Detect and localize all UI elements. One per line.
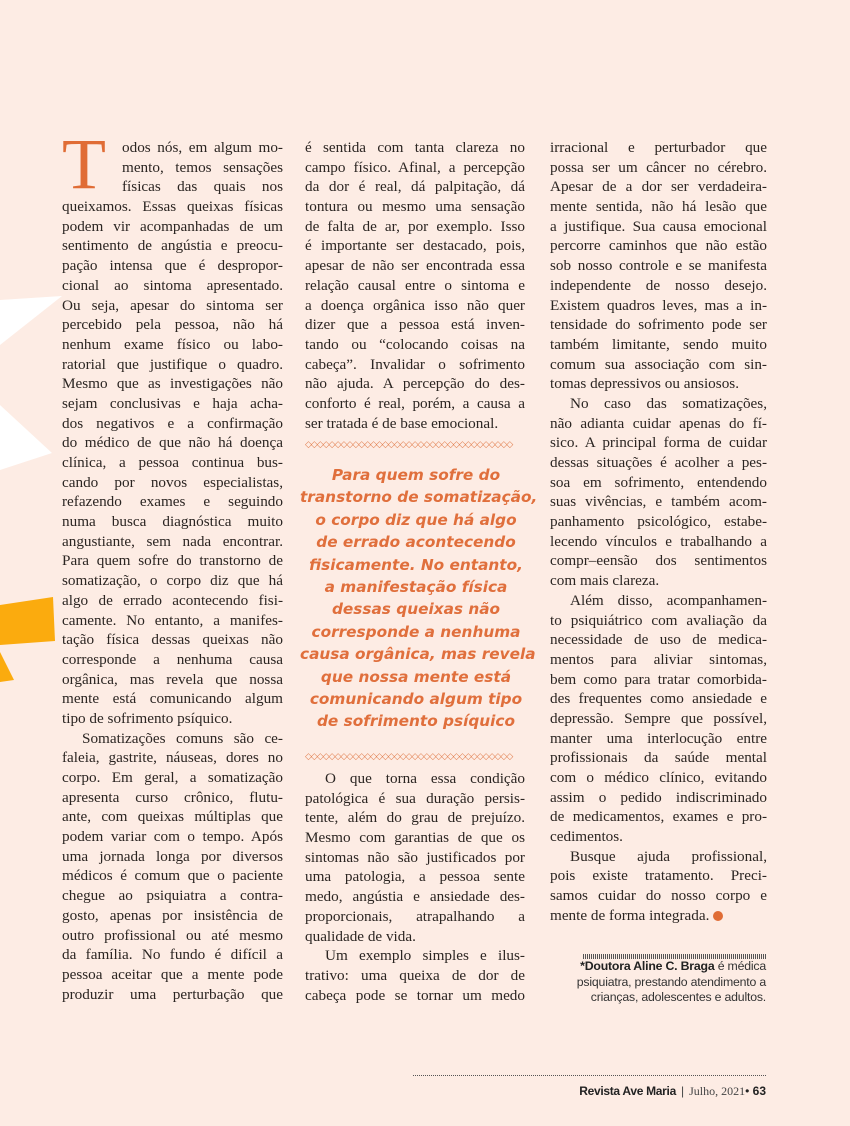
line-text: gosto, apenas por insistência de xyxy=(62,906,283,924)
line-text: conforto é real, porém, a causa a xyxy=(305,394,525,412)
line-text: dizer que a pessoa está inven- xyxy=(305,316,525,334)
line-text: profissionais da saúde mental xyxy=(550,749,767,767)
line-text: cedimentos. xyxy=(550,828,623,846)
line-text: possa ser um câncer no cérebro. xyxy=(550,158,767,176)
line-text: to psiquiátrico com avaliação da xyxy=(550,611,767,629)
text-line xyxy=(550,394,767,414)
pull-quote-line: corresponde a nenhuma xyxy=(311,622,521,641)
text-line xyxy=(62,807,283,827)
text-line xyxy=(550,414,767,434)
text-line xyxy=(62,748,283,768)
line-text: campo físico. Afinal, a percepção xyxy=(305,158,525,176)
text-line xyxy=(62,906,283,926)
text-line xyxy=(550,650,767,670)
line-text: patológica é sua duração persis- xyxy=(305,789,525,807)
ornament-divider-bottom: ◇◇◇◇◇◇◇◇◇◇◇◇◇◇◇◇◇◇◇◇◇◇◇◇◇◇◇◇◇◇◇◇◇◇◇ xyxy=(305,752,513,762)
line-text: faleia, gastrite, náuseas, dores no xyxy=(62,749,283,767)
text-line xyxy=(305,197,525,217)
text-line xyxy=(305,907,525,927)
line-text: físicas das quais nos xyxy=(122,178,283,196)
text-line xyxy=(62,217,283,237)
line-text: percebido pela pessoa, não há xyxy=(62,316,283,334)
white-ray-shape xyxy=(0,405,52,470)
line-text: queixamos. Essas queixas físicas xyxy=(62,198,283,216)
line-text: podem variar com o tempo. Após xyxy=(62,828,283,846)
text-line xyxy=(305,138,525,158)
text-line xyxy=(62,630,283,650)
line-text: Para quem sofre do transtorno de xyxy=(62,552,283,570)
text-line xyxy=(550,611,767,631)
pull-quote-line: a manifestação física xyxy=(324,578,508,597)
line-text: independente de nosso desejo. xyxy=(550,276,767,294)
pull-quote-line: que nossa mente está xyxy=(320,667,512,686)
line-text: produzir uma perturbação que xyxy=(62,985,283,1003)
text-line xyxy=(305,256,525,276)
line-text: qualidade de vida. xyxy=(305,927,416,945)
line-text: No caso das somatizações, xyxy=(570,394,767,412)
text-line xyxy=(62,709,283,729)
line-text: medo, angústia e ansiedade des- xyxy=(305,888,525,906)
line-text: depressão. Sempre que possível, xyxy=(550,709,767,727)
line-text: ratorial que justifique o quadro. xyxy=(62,355,283,373)
line-text: Ou seja, apesar do sintoma ser xyxy=(62,296,283,314)
text-line xyxy=(305,414,525,434)
text-line xyxy=(550,807,767,827)
text-line xyxy=(550,827,767,847)
line-text: é importante ser destacado, pois, xyxy=(305,237,525,255)
text-line xyxy=(62,866,283,886)
text-line xyxy=(305,946,525,966)
line-text: sob nosso controle e se manifesta xyxy=(550,257,767,275)
text-line xyxy=(550,729,767,749)
text-line xyxy=(550,236,767,256)
issue-date: Julho, 2021 xyxy=(689,1084,746,1098)
pull-quote-line: comunicando algum tipo xyxy=(309,690,523,709)
line-text: apesar de não ser encontrada essa xyxy=(305,257,525,275)
line-text: não ajuda. A percepção do des- xyxy=(305,375,525,393)
text-line xyxy=(550,433,767,453)
text-line xyxy=(305,374,525,394)
line-text: pois existe tratamento. Preci- xyxy=(550,867,767,885)
text-line xyxy=(62,394,283,414)
text-line xyxy=(62,512,283,532)
text-line xyxy=(62,335,283,355)
line-text: panhamento psicológico, estabe- xyxy=(550,513,767,531)
text-line xyxy=(550,748,767,768)
text-line xyxy=(62,197,283,217)
text-line xyxy=(62,886,283,906)
text-line xyxy=(305,867,525,887)
line-text: com o médico clínico, evitando xyxy=(550,769,767,786)
text-line xyxy=(550,551,767,571)
text-line xyxy=(62,650,283,670)
line-text: camente. No entanto, a manifes- xyxy=(62,611,283,629)
line-text: uma patologia, a pessoa sente xyxy=(305,868,525,886)
line-text: samos cuidar do nosso corpo e xyxy=(550,887,767,905)
line-text: cional ao sintoma apresentado. xyxy=(62,276,283,294)
page-number: 63 xyxy=(752,1084,766,1098)
line-text: Um exemplo simples e ilus- xyxy=(325,947,525,965)
line-text: de medicamentos, exames e pro- xyxy=(550,808,767,826)
line-text: com mais clareza. xyxy=(550,572,660,590)
line-text: bem como para tratar comorbida- xyxy=(550,670,767,688)
text-line xyxy=(62,414,283,434)
pull-quote xyxy=(300,464,538,733)
author-bio xyxy=(526,959,766,1006)
text-line xyxy=(305,808,525,828)
drop-cap: T xyxy=(62,124,106,204)
text-line xyxy=(305,927,525,947)
text-line xyxy=(550,374,767,394)
pull-quote-line: dessas queixas não xyxy=(331,600,501,619)
text-line xyxy=(305,236,525,256)
line-text: Somatizações comuns são ce- xyxy=(82,729,283,747)
line-text: soa em sofrimento, entendendo xyxy=(550,473,767,491)
line-text: cando por novos especialistas, xyxy=(62,473,283,491)
line-text: ser tratada é de base emocional. xyxy=(305,414,499,432)
line-text: outro profissional ou até mesmo xyxy=(62,926,283,944)
text-line xyxy=(62,768,283,788)
text-line xyxy=(62,315,283,335)
line-text: de falta de ar, por exemplo. Isso xyxy=(305,217,525,235)
text-line xyxy=(550,296,767,316)
line-text: mente de forma integrada. xyxy=(550,906,710,924)
text-line xyxy=(62,945,283,965)
text-line xyxy=(62,532,283,552)
text-line xyxy=(62,296,283,316)
page-footer xyxy=(579,1084,766,1099)
line-text: mentos para aliviar sintomas, xyxy=(550,650,767,668)
text-line xyxy=(550,886,767,906)
article-column-1 xyxy=(62,138,283,1004)
line-text: numa busca diagnóstica muito xyxy=(62,513,283,531)
text-line xyxy=(62,827,283,847)
decorative-shapes xyxy=(0,0,70,1126)
line-text: O que torna essa condição xyxy=(325,770,525,787)
text-line xyxy=(62,788,283,808)
pull-quote-line: Para quem sofre do xyxy=(331,466,501,484)
bio-text: crianças, adolescentes e adultos. xyxy=(590,990,766,1005)
line-text: sejam conclusivas e haja acha- xyxy=(62,394,283,412)
text-line xyxy=(62,591,283,611)
text-line xyxy=(62,729,283,749)
line-text: pação intensa que é despropor- xyxy=(62,257,283,275)
line-text: algo de errado acontecendo fisi- xyxy=(62,591,283,609)
pull-quote-line: o corpo diz que há algo xyxy=(315,510,517,529)
pull-quote-line: de errado acontecendo xyxy=(316,533,516,552)
text-line xyxy=(550,571,767,591)
line-text: cabeça pode se tornar um medo xyxy=(305,986,525,1004)
text-line xyxy=(305,296,525,316)
text-line xyxy=(62,689,283,709)
text-line xyxy=(62,453,283,473)
line-text: ante, com queixas múltiplas que xyxy=(62,808,283,826)
line-text: odos nós, em algum mo- xyxy=(122,139,283,156)
text-line xyxy=(122,158,283,178)
line-text: suas vivências, e também acom- xyxy=(550,493,767,511)
text-line xyxy=(550,866,767,886)
line-text: orgânica, mas revela que nossa xyxy=(62,670,283,688)
line-text: necessidade de uso de medica- xyxy=(550,631,767,649)
text-line xyxy=(62,473,283,493)
line-text: chegue ao psiquiatra a contra- xyxy=(62,887,283,905)
footer-dot: • xyxy=(745,1084,750,1098)
text-line xyxy=(550,453,767,473)
line-text: da família. No fundo é difícil a xyxy=(62,946,283,964)
line-text: lecendo vínculos e trabalhando a xyxy=(550,532,767,550)
line-text: tando ou “colocando coisas na xyxy=(305,335,525,353)
text-line xyxy=(62,355,283,375)
text-line xyxy=(550,512,767,532)
text-line xyxy=(62,276,283,296)
pull-quote-line: causa orgânica, mas revela xyxy=(300,645,536,664)
article-column-2-continued xyxy=(305,769,525,1005)
line-text: tomas depressivos ou ansiosos. xyxy=(550,375,739,393)
line-text: comum sua associação com sin- xyxy=(550,355,767,373)
line-text: Apesar de a dor ser verdadeira- xyxy=(550,178,767,196)
text-line xyxy=(305,966,525,986)
text-line xyxy=(550,847,767,867)
yellow-ray-shape xyxy=(0,652,14,682)
text-line xyxy=(305,789,525,809)
line-text: da dor é real, dá palpitação, dá xyxy=(305,178,525,196)
text-line xyxy=(550,630,767,650)
line-text: sico. A principal forma de cuidar xyxy=(550,434,767,452)
text-line xyxy=(305,848,525,868)
line-text: compr–eensão dos sentimentos xyxy=(550,552,767,570)
line-text: tipo de sofrimento psíquico. xyxy=(62,709,233,727)
line-text: é sentida com tanta clareza no xyxy=(305,139,525,156)
text-line xyxy=(305,394,525,414)
text-line xyxy=(62,551,283,571)
ornament-divider-top: ◇◇◇◇◇◇◇◇◇◇◇◇◇◇◇◇◇◇◇◇◇◇◇◇◇◇◇◇◇◇◇◇◇◇◇ xyxy=(305,440,513,450)
line-text: cabeça”. Invalidar o sofrimento xyxy=(305,355,525,373)
line-text: mento, temos sensações xyxy=(122,158,283,176)
line-text: tação física dessas queixas não xyxy=(62,631,283,649)
text-line xyxy=(550,473,767,493)
text-line xyxy=(550,138,767,158)
line-text: não adianta cuidar apenas do fí- xyxy=(550,414,767,432)
line-text: Além disso, acompanhamen- xyxy=(570,591,767,609)
text-line xyxy=(305,315,525,335)
author-name: *Doutora Aline C. Braga xyxy=(580,959,715,973)
line-text: também limitante, sendo muito xyxy=(550,335,767,353)
text-line xyxy=(62,492,283,512)
text-line xyxy=(550,276,767,296)
text-line xyxy=(305,177,525,197)
line-text: mente sentida, não há lesão que xyxy=(550,198,767,216)
magazine-name: Revista Ave Maria xyxy=(579,1084,676,1098)
text-line xyxy=(305,158,525,178)
line-text: pessoa aceitar que a mente pode xyxy=(62,965,283,983)
line-text: refazendo exames e seguindo xyxy=(62,493,283,511)
text-line xyxy=(305,769,525,789)
text-line xyxy=(550,788,767,808)
line-text: tontura ou mesmo uma sensação xyxy=(305,198,525,216)
text-line xyxy=(305,276,525,296)
line-text: Mesmo com garantias de que os xyxy=(305,829,525,847)
text-line xyxy=(305,335,525,355)
text-line xyxy=(122,177,283,197)
text-line xyxy=(62,965,283,985)
text-line xyxy=(550,709,767,729)
line-text: Mesmo que as investigações não xyxy=(62,375,283,393)
line-text: trativo: uma queixa de dor de xyxy=(305,966,525,984)
line-text: a justifique. Sua causa emocional xyxy=(550,217,767,235)
text-line xyxy=(122,138,283,158)
pull-quote-line: transtorno de somatização, xyxy=(300,488,538,507)
pull-quote-line: fisicamente. No entanto, xyxy=(309,555,523,574)
line-text: proporcionais, atrapalhando a xyxy=(305,907,525,925)
bio-text: psiquiatra, prestando atendimento a xyxy=(576,974,766,989)
yellow-ray-shape xyxy=(0,597,55,645)
text-line xyxy=(62,847,283,867)
line-text: Existem quadros leves, mas a in- xyxy=(550,296,767,314)
text-line xyxy=(550,256,767,276)
text-line xyxy=(305,887,525,907)
text-line xyxy=(62,374,283,394)
line-text: sentimento de angústia e preocu- xyxy=(62,237,283,255)
line-text: Busque ajuda profissional, xyxy=(570,847,767,865)
article-column-2 xyxy=(305,138,525,433)
article-column-3 xyxy=(550,138,767,926)
line-text: corresponde a nenhuma causa xyxy=(62,650,283,668)
footer-separator: | xyxy=(680,1084,685,1098)
line-text: a doença orgânica isso não quer xyxy=(305,296,525,314)
text-line xyxy=(550,689,767,709)
line-text: irracional e perturbador que xyxy=(550,139,767,156)
text-line xyxy=(305,828,525,848)
line-text: do médico de que não há doença xyxy=(62,434,283,452)
line-text: uma jornada longa por diversos xyxy=(62,847,283,865)
line-text: médicos é comum que o paciente xyxy=(62,867,283,885)
line-text: mente está comunicando algum xyxy=(62,690,283,708)
line-text: dessas situações é acolher a pes- xyxy=(550,454,767,471)
text-line xyxy=(550,335,767,355)
line-text: angustiante, sem nada encontrar. xyxy=(62,532,283,550)
text-line xyxy=(62,256,283,276)
text-line xyxy=(62,670,283,690)
text-line xyxy=(62,433,283,453)
line-text: dos negativos e a confirmação xyxy=(62,414,283,432)
text-line xyxy=(550,591,767,611)
bio-text: é médica xyxy=(714,959,766,973)
text-line xyxy=(550,492,767,512)
text-line xyxy=(62,571,283,591)
white-ray-shape xyxy=(0,296,62,345)
line-text: apresenta curso crônico, flutu- xyxy=(62,788,283,806)
line-text: clínica, a pessoa continua bus- xyxy=(62,454,283,471)
line-text: sintomas não são justificados por xyxy=(305,848,525,866)
text-line xyxy=(550,768,767,788)
text-line xyxy=(550,355,767,375)
line-text: assim o pedido indiscriminado xyxy=(550,788,767,806)
line-text: des frequentes como ansiedade e xyxy=(550,690,767,708)
line-text: tente, além do grau de prejuízo. xyxy=(305,809,525,827)
text-line xyxy=(550,315,767,335)
line-text: nenhum exame físico ou labo- xyxy=(62,335,283,353)
text-line xyxy=(305,355,525,375)
line-text: relação causal entre o sintoma e xyxy=(305,276,525,294)
text-line xyxy=(62,926,283,946)
text-line xyxy=(550,197,767,217)
line-text: podem vir acompanhadas de um xyxy=(62,217,283,235)
text-line xyxy=(550,158,767,178)
text-line xyxy=(305,217,525,237)
text-line xyxy=(62,985,283,1005)
text-line xyxy=(550,906,767,926)
line-text: somatização, o corpo diz que há xyxy=(62,572,283,590)
text-line xyxy=(550,670,767,690)
line-text: manter uma interlocução entre xyxy=(550,729,767,747)
pull-quote-line: de sofrimento psíquico xyxy=(316,712,515,731)
footer-divider xyxy=(413,1075,766,1076)
text-line xyxy=(62,611,283,631)
text-line xyxy=(550,532,767,552)
end-bullet-icon xyxy=(713,911,723,921)
line-text: tensidade do sofrimento pode ser xyxy=(550,316,767,334)
line-text: percorre caminhos que não estão xyxy=(550,237,767,255)
text-line xyxy=(550,177,767,197)
line-text: corpo. Em geral, a somatização xyxy=(62,769,283,786)
text-line xyxy=(62,236,283,256)
text-line xyxy=(550,217,767,237)
text-line xyxy=(305,986,525,1006)
